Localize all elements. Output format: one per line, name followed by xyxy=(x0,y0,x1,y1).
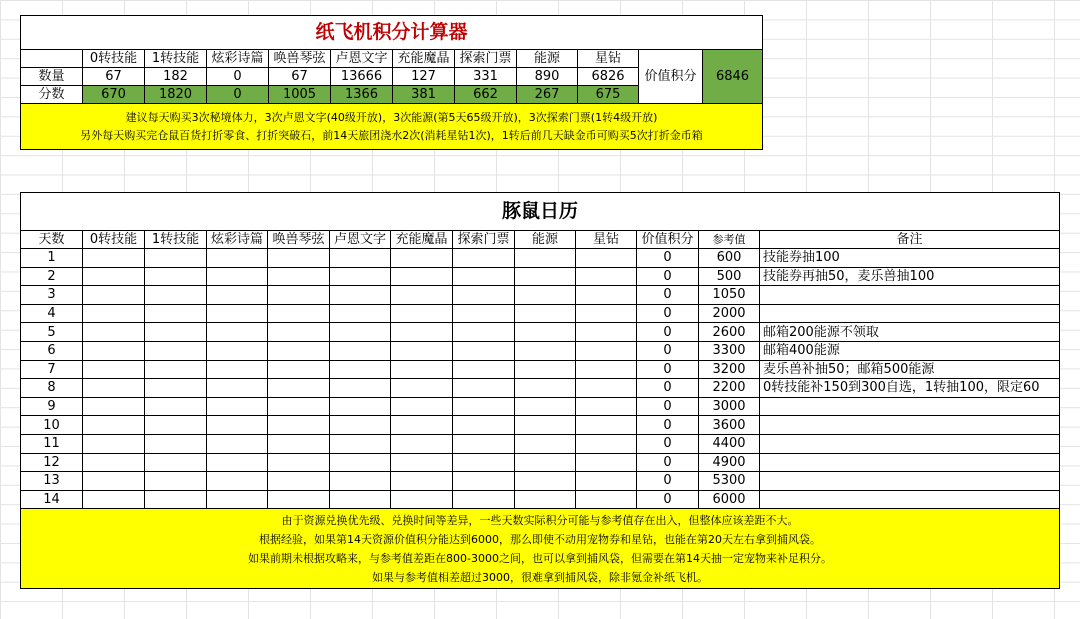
column-header: 价值积分 xyxy=(637,231,699,249)
resource-cell[interactable] xyxy=(145,434,207,453)
resource-cell[interactable] xyxy=(268,323,330,342)
reference-cell[interactable]: 2200 xyxy=(699,379,760,398)
resource-cell[interactable] xyxy=(515,360,576,379)
reference-cell[interactable]: 1050 xyxy=(699,286,760,305)
resource-cell[interactable] xyxy=(83,379,145,398)
calendar-row xyxy=(21,360,1060,379)
value-cell[interactable]: 0 xyxy=(637,379,699,398)
reference-cell[interactable]: 600 xyxy=(699,249,760,268)
value-cell[interactable]: 0 xyxy=(637,490,699,509)
resource-cell[interactable] xyxy=(576,379,637,398)
reference-cell[interactable]: 2000 xyxy=(699,304,760,323)
footer-line: 如果前期未根据攻略来，与参考值差距在800-3000之间，也可以拿到捕风袋，但需要在第14天抽一定宠物来补足积分。 xyxy=(248,551,832,565)
resource-cell[interactable] xyxy=(145,267,207,286)
resource-cell[interactable] xyxy=(391,416,453,435)
quantity-cell[interactable]: 67 xyxy=(269,68,331,86)
resource-cell[interactable] xyxy=(83,397,145,416)
resource-cell[interactable] xyxy=(391,304,453,323)
column-header: 能源 xyxy=(517,50,578,68)
reference-cell[interactable]: 6000 xyxy=(699,490,760,509)
resource-cell[interactable] xyxy=(83,434,145,453)
score-cell[interactable]: 1366 xyxy=(331,86,393,104)
note-cell[interactable] xyxy=(760,490,1060,509)
column-header: 充能魔晶 xyxy=(391,231,453,249)
quantity-cell[interactable]: 6826 xyxy=(578,68,639,86)
resource-cell[interactable] xyxy=(576,249,637,268)
calendar-row xyxy=(21,472,1060,491)
column-header: 星钻 xyxy=(576,231,637,249)
column-header: 1转技能 xyxy=(145,50,207,68)
calendar-row xyxy=(21,397,1060,416)
resource-cell[interactable] xyxy=(268,397,330,416)
resource-cell[interactable] xyxy=(391,490,453,509)
note-cell[interactable]: 0转技能补150到300自选，1转抽100，限定60 xyxy=(760,379,1060,398)
column-header: 备注 xyxy=(760,231,1060,249)
resource-cell[interactable] xyxy=(207,416,268,435)
resource-cell[interactable] xyxy=(515,490,576,509)
reference-cell[interactable]: 3300 xyxy=(699,341,760,360)
resource-cell[interactable] xyxy=(83,267,145,286)
resource-cell[interactable] xyxy=(207,490,268,509)
quantity-cell[interactable]: 67 xyxy=(83,68,145,86)
resource-cell[interactable] xyxy=(145,416,207,435)
resource-cell[interactable] xyxy=(145,490,207,509)
calendar-body xyxy=(21,249,1060,509)
resource-cell[interactable] xyxy=(576,267,637,286)
note-cell[interactable] xyxy=(760,397,1060,416)
day-cell[interactable]: 7 xyxy=(21,360,83,379)
resource-cell[interactable] xyxy=(145,453,207,472)
calculator-table xyxy=(20,15,763,150)
value-cell[interactable]: 0 xyxy=(637,304,699,323)
resource-cell[interactable] xyxy=(515,453,576,472)
calendar-row xyxy=(21,267,1060,286)
reference-cell[interactable]: 3200 xyxy=(699,360,760,379)
column-header: 0转技能 xyxy=(83,231,145,249)
resource-cell[interactable] xyxy=(391,472,453,491)
day-cell[interactable]: 8 xyxy=(21,379,83,398)
resource-cell[interactable] xyxy=(453,286,515,305)
calendar-table xyxy=(20,192,1060,589)
quantity-cell[interactable]: 331 xyxy=(455,68,517,86)
day-cell[interactable]: 3 xyxy=(21,286,83,305)
resource-cell[interactable] xyxy=(515,304,576,323)
calendar-footer xyxy=(21,509,1060,589)
resource-cell[interactable] xyxy=(145,286,207,305)
footer-line: 如果与参考值相差超过3000，很难拿到捕风袋，除非氪金补纸飞机。 xyxy=(372,570,709,584)
resource-cell[interactable] xyxy=(576,416,637,435)
calendar-row xyxy=(21,379,1060,398)
resource-cell[interactable] xyxy=(207,453,268,472)
resource-cell[interactable] xyxy=(207,379,268,398)
reference-cell[interactable]: 3000 xyxy=(699,397,760,416)
resource-cell[interactable] xyxy=(145,472,207,491)
resource-cell[interactable] xyxy=(576,341,637,360)
resource-cell[interactable] xyxy=(391,267,453,286)
resource-cell[interactable] xyxy=(453,472,515,491)
resource-cell[interactable] xyxy=(391,434,453,453)
value-cell[interactable]: 0 xyxy=(637,397,699,416)
score-cell[interactable]: 267 xyxy=(517,86,578,104)
note-line: 建议每天购买3次秘境体力，3次卢恩文字(40级开放)，3次能源(第5天65级开放)，3次探索门票(1转4级开放) xyxy=(125,110,658,124)
resource-cell[interactable] xyxy=(330,286,391,305)
calendar-row xyxy=(21,453,1060,472)
resource-cell[interactable] xyxy=(453,323,515,342)
resource-cell[interactable] xyxy=(145,360,207,379)
resource-cell[interactable] xyxy=(453,249,515,268)
resource-cell[interactable] xyxy=(453,304,515,323)
reference-cell[interactable]: 3600 xyxy=(699,416,760,435)
resource-cell[interactable] xyxy=(145,341,207,360)
calendar-row xyxy=(21,490,1060,509)
note-cell[interactable]: 麦乐兽补抽50；邮箱500能源 xyxy=(760,360,1060,379)
resource-cell[interactable] xyxy=(268,434,330,453)
score-cell[interactable]: 1005 xyxy=(269,86,331,104)
value-cell[interactable]: 0 xyxy=(637,453,699,472)
reference-cell[interactable]: 4900 xyxy=(699,453,760,472)
reference-cell[interactable]: 5300 xyxy=(699,472,760,491)
resource-cell[interactable] xyxy=(145,397,207,416)
column-header: 卢恩文字 xyxy=(330,231,391,249)
note-cell[interactable] xyxy=(760,286,1060,305)
column-header: 星钻 xyxy=(578,50,639,68)
resource-cell[interactable] xyxy=(83,472,145,491)
resource-cell[interactable] xyxy=(268,360,330,379)
quantity-cell[interactable]: 13666 xyxy=(331,68,393,86)
day-cell[interactable]: 11 xyxy=(21,434,83,453)
resource-cell[interactable] xyxy=(268,416,330,435)
value-cell[interactable]: 0 xyxy=(637,323,699,342)
day-cell[interactable]: 6 xyxy=(21,341,83,360)
resource-cell[interactable] xyxy=(83,360,145,379)
resource-cell[interactable] xyxy=(207,397,268,416)
resource-cell[interactable] xyxy=(515,434,576,453)
calendar-row xyxy=(21,249,1060,268)
resource-cell[interactable] xyxy=(83,341,145,360)
resource-cell[interactable] xyxy=(268,304,330,323)
resource-cell[interactable] xyxy=(391,360,453,379)
calculator-notes xyxy=(21,104,763,150)
value-cell[interactable]: 0 xyxy=(637,341,699,360)
column-header: 探索门票 xyxy=(453,231,515,249)
resource-cell[interactable] xyxy=(576,453,637,472)
calendar-row xyxy=(21,416,1060,435)
quantity-cell[interactable]: 182 xyxy=(145,68,207,86)
resource-cell[interactable] xyxy=(83,453,145,472)
score-cell[interactable]: 381 xyxy=(393,86,455,104)
value-cell[interactable]: 0 xyxy=(637,416,699,435)
resource-cell[interactable] xyxy=(576,490,637,509)
note-cell[interactable]: 邮箱400能源 xyxy=(760,341,1060,360)
resource-cell[interactable] xyxy=(268,453,330,472)
calendar-row xyxy=(21,286,1060,305)
day-cell[interactable]: 14 xyxy=(21,490,83,509)
calendar-title: 豚鼠日历 xyxy=(21,193,1060,231)
calendar-row xyxy=(21,304,1060,323)
resource-cell[interactable] xyxy=(268,249,330,268)
note-cell[interactable] xyxy=(760,453,1060,472)
value-cell[interactable]: 0 xyxy=(637,249,699,268)
note-line: 另外每天购买完仓鼠百货打折零食、打折突破石，前14天旅团浇水2次(消耗星钻1次)，1转后前几天缺金币可购买5次打折金币箱 xyxy=(80,128,703,142)
resource-cell[interactable] xyxy=(207,341,268,360)
value-cell[interactable]: 0 xyxy=(637,286,699,305)
score-cell[interactable]: 1820 xyxy=(145,86,207,104)
resource-cell[interactable] xyxy=(268,341,330,360)
reference-cell[interactable]: 4400 xyxy=(699,434,760,453)
resource-cell[interactable] xyxy=(391,323,453,342)
resource-cell[interactable] xyxy=(391,397,453,416)
resource-cell[interactable] xyxy=(453,267,515,286)
resource-cell[interactable] xyxy=(391,379,453,398)
calendar-row xyxy=(21,434,1060,453)
resource-cell[interactable] xyxy=(145,379,207,398)
resource-cell[interactable] xyxy=(330,490,391,509)
resource-cell[interactable] xyxy=(83,304,145,323)
resource-cell[interactable] xyxy=(330,472,391,491)
quantity-cell[interactable]: 890 xyxy=(517,68,578,86)
resource-cell[interactable] xyxy=(453,490,515,509)
column-header: 天数 xyxy=(21,231,83,249)
calendar-row xyxy=(21,341,1060,360)
resource-cell[interactable] xyxy=(391,341,453,360)
day-cell[interactable]: 4 xyxy=(21,304,83,323)
column-header: 唤兽琴弦 xyxy=(269,50,331,68)
day-cell[interactable]: 10 xyxy=(21,416,83,435)
day-cell[interactable]: 1 xyxy=(21,249,83,268)
day-cell[interactable]: 12 xyxy=(21,453,83,472)
day-cell[interactable]: 9 xyxy=(21,397,83,416)
column-header: 唤兽琴弦 xyxy=(268,231,330,249)
footer-line: 根据经验，如果第14天资源价值积分能达到6000，那么即使不动用宠物券和星钻，也能在第20天左右拿到捕风袋。 xyxy=(259,532,822,546)
resource-cell[interactable] xyxy=(145,249,207,268)
resource-cell[interactable] xyxy=(576,323,637,342)
value-cell[interactable]: 0 xyxy=(637,360,699,379)
score-cell[interactable]: 662 xyxy=(455,86,517,104)
resource-cell[interactable] xyxy=(453,360,515,379)
note-cell[interactable] xyxy=(760,416,1060,435)
value-cell[interactable]: 0 xyxy=(637,434,699,453)
score-cell[interactable]: 670 xyxy=(83,86,145,104)
value-cell[interactable]: 0 xyxy=(637,472,699,491)
resource-cell[interactable] xyxy=(207,286,268,305)
resource-cell[interactable] xyxy=(207,267,268,286)
resource-cell[interactable] xyxy=(330,249,391,268)
resource-cell[interactable] xyxy=(207,434,268,453)
resource-cell[interactable] xyxy=(391,286,453,305)
column-header: 卢恩文字 xyxy=(331,50,393,68)
calendar-row xyxy=(21,323,1060,342)
resource-cell[interactable] xyxy=(330,434,391,453)
value-label: 价值积分 xyxy=(639,50,703,104)
score-cell[interactable]: 0 xyxy=(207,86,269,104)
resource-cell[interactable] xyxy=(83,416,145,435)
resource-cell[interactable] xyxy=(576,397,637,416)
score-cell[interactable]: 675 xyxy=(578,86,639,104)
resource-cell[interactable] xyxy=(207,304,268,323)
resource-cell[interactable] xyxy=(453,416,515,435)
resource-cell[interactable] xyxy=(83,490,145,509)
day-cell[interactable]: 2 xyxy=(21,267,83,286)
resource-cell[interactable] xyxy=(453,453,515,472)
resource-cell[interactable] xyxy=(83,286,145,305)
resource-cell[interactable] xyxy=(268,286,330,305)
resource-cell[interactable] xyxy=(330,379,391,398)
column-header: 充能魔晶 xyxy=(393,50,455,68)
resource-cell[interactable] xyxy=(268,379,330,398)
reference-cell[interactable]: 2600 xyxy=(699,323,760,342)
resource-cell[interactable] xyxy=(515,249,576,268)
resource-cell[interactable] xyxy=(515,416,576,435)
value-total[interactable]: 6846 xyxy=(703,50,763,104)
resource-cell[interactable] xyxy=(83,249,145,268)
column-header: 0转技能 xyxy=(83,50,145,68)
resource-cell[interactable] xyxy=(330,304,391,323)
resource-cell[interactable] xyxy=(453,341,515,360)
resource-cell[interactable] xyxy=(268,490,330,509)
note-cell[interactable]: 邮箱200能源不领取 xyxy=(760,323,1060,342)
resource-cell[interactable] xyxy=(330,416,391,435)
note-cell[interactable] xyxy=(760,472,1060,491)
resource-cell[interactable] xyxy=(207,360,268,379)
resource-cell[interactable] xyxy=(83,323,145,342)
resource-cell[interactable] xyxy=(268,472,330,491)
resource-cell[interactable] xyxy=(576,472,637,491)
resource-cell[interactable] xyxy=(515,341,576,360)
column-header: 能源 xyxy=(515,231,576,249)
day-cell[interactable]: 5 xyxy=(21,323,83,342)
resource-cell[interactable] xyxy=(453,379,515,398)
resource-cell[interactable] xyxy=(576,286,637,305)
resource-cell[interactable] xyxy=(453,434,515,453)
note-cell[interactable] xyxy=(760,434,1060,453)
resource-cell[interactable] xyxy=(391,453,453,472)
quantity-cell[interactable]: 0 xyxy=(207,68,269,86)
resource-cell[interactable] xyxy=(576,304,637,323)
day-cell[interactable]: 13 xyxy=(21,472,83,491)
quantity-label: 数量 xyxy=(21,68,83,86)
resource-cell[interactable] xyxy=(207,323,268,342)
resource-cell[interactable] xyxy=(515,397,576,416)
reference-cell[interactable]: 500 xyxy=(699,267,760,286)
column-header: 参考值 xyxy=(699,231,760,249)
resource-cell[interactable] xyxy=(330,360,391,379)
resource-cell[interactable] xyxy=(207,472,268,491)
resource-cell[interactable] xyxy=(453,397,515,416)
resource-cell[interactable] xyxy=(391,249,453,268)
calculator-title: 纸飞机积分计算器 xyxy=(21,16,763,50)
resource-cell[interactable] xyxy=(268,267,330,286)
resource-cell[interactable] xyxy=(330,267,391,286)
resource-cell[interactable] xyxy=(515,286,576,305)
resource-cell[interactable] xyxy=(515,267,576,286)
resource-cell[interactable] xyxy=(207,249,268,268)
resource-cell[interactable] xyxy=(330,341,391,360)
resource-cell[interactable] xyxy=(330,453,391,472)
column-header: 探索门票 xyxy=(455,50,517,68)
resource-cell[interactable] xyxy=(515,379,576,398)
note-cell[interactable] xyxy=(760,304,1060,323)
column-header: 炫彩诗篇 xyxy=(207,50,269,68)
resource-cell[interactable] xyxy=(330,397,391,416)
note-cell[interactable]: 技能券再抽50，麦乐兽抽100 xyxy=(760,267,1060,286)
column-header: 1转技能 xyxy=(145,231,207,249)
resource-cell[interactable] xyxy=(515,472,576,491)
column-header: 炫彩诗篇 xyxy=(207,231,268,249)
footer-line: 由于资源兑换优先级、兑换时间等差异，一些天数实际积分可能与参考值存在出入，但整体应该差距不大。 xyxy=(281,513,799,527)
resource-cell[interactable] xyxy=(145,304,207,323)
resource-cell[interactable] xyxy=(145,323,207,342)
value-cell[interactable]: 0 xyxy=(637,267,699,286)
resource-cell[interactable] xyxy=(576,360,637,379)
resource-cell[interactable] xyxy=(330,323,391,342)
note-cell[interactable]: 技能券抽100 xyxy=(760,249,1060,268)
quantity-cell[interactable]: 127 xyxy=(393,68,455,86)
corner-cell xyxy=(21,50,83,68)
resource-cell[interactable] xyxy=(515,323,576,342)
score-label: 分数 xyxy=(21,86,83,104)
resource-cell[interactable] xyxy=(576,434,637,453)
